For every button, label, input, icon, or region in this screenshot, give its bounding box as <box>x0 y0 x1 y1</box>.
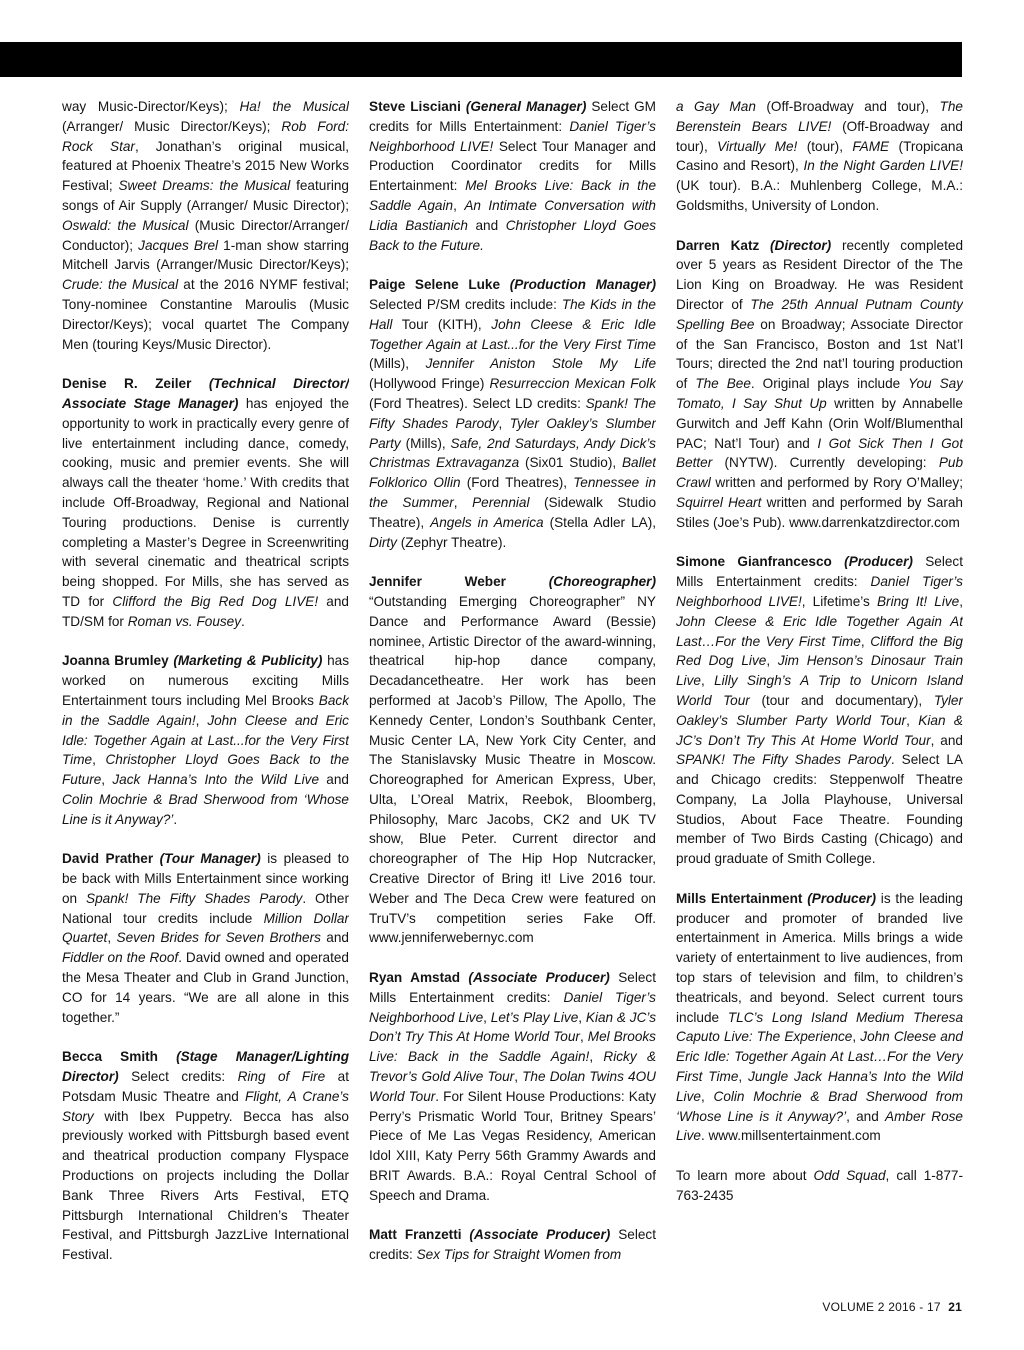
bio-name-bold: Mills Entertainment <box>676 890 808 906</box>
bio-text: , <box>579 1029 588 1045</box>
bio-text: . Select LA and Chicago credits: Steppenwolf Theatre Company, La Jolla Playhouse, Universal Studios, About Face Theatre. Founding member of Two Birds Casting (Chicago) and proud graduate of Smith College. <box>676 752 963 867</box>
bio-title-italic: Fiddler on the Roof <box>62 950 179 966</box>
bio-name-bold: Becca Smith <box>62 1049 177 1065</box>
bio-name-bold: (General Manager) <box>465 99 587 114</box>
bio-entry <box>676 236 963 533</box>
bio-entry <box>62 97 349 354</box>
bio-text: , <box>483 1009 491 1025</box>
bio-title-italic: Safe, 2nd Saturdays, Andy Dick’s Christmas Extravaganza <box>369 435 656 471</box>
bio-title-italic: Virtually Me! <box>717 138 798 154</box>
bio-title-italic: Let’s Play Live <box>490 1009 579 1025</box>
bio-text: (Off-Broadway and tour), <box>755 99 940 114</box>
bio-title-italic: Sex Tips for Straight Women from <box>416 1247 622 1263</box>
bio-title-italic: Lilly Singh’s A Trip to Unicorn Island World Tour <box>676 673 963 708</box>
bio-text: at the 2016 NYMF festival; Tony-nominee Constantine Maroulis (Music Director/Keys); vocal quartet The Company Men (touring Keys/Music Director). <box>62 277 349 352</box>
bio-title-italic: Clifford the Big Red Dog Live <box>676 633 963 669</box>
bio-name-bold: Paige Selene Luke <box>369 277 510 293</box>
bio-title-italic: The 25th Annual Putnam County Spelling Bee <box>676 296 963 332</box>
bio-name-bold: Steve Lisciani <box>369 99 466 114</box>
page-footer <box>822 1300 962 1314</box>
bio-text: with Ibex Puppetry. Becca has also previously worked with Pittsburgh based event and theatrical production company Flyspace Productions on projects including the Dollar Bank Three Rivers Arts Festival, ETQ Pittsburgh International Children’s Theater Festival, and Pittsburgh JazzLive International Festival. <box>62 1108 349 1263</box>
bio-text: , and <box>930 732 963 748</box>
bio-title-italic: Spank! The Fifty Shades Parody <box>86 890 303 906</box>
bio-text: Select credits: <box>118 1069 238 1085</box>
page-number: 21 <box>948 1300 962 1314</box>
bio-text: has enjoyed the opportunity to work in practically every genre of live entertainment including dance, comedy, cooking, music and premier events. She will always call the theater ‘home.’ With credits that include Off-Broadway, Regional and National Touring productions. Denise is currently completing a Master’s Degree in Screenwriting with several cinematic and theatrical scripts being shopped. For Mills, she has served as TD for <box>62 395 349 609</box>
column-1 <box>62 97 349 1297</box>
bio-text: (tour and documentary), <box>749 692 934 708</box>
bio-title-italic: Million Dollar Quartet <box>62 910 349 946</box>
bio-title-italic: a Gay Man <box>676 99 756 114</box>
bio-text: Tour (KITH), <box>392 316 492 332</box>
bio-text: is pleased to be back with Mills Entertainment since working on <box>62 851 349 906</box>
bio-text: , <box>738 1069 749 1085</box>
bio-title-italic: SPANK! The Fifty Shades Parody <box>676 752 891 768</box>
bio-name-bold: Denise R. Zeiler <box>62 376 209 392</box>
bio-text: and <box>319 772 349 788</box>
bio-title-italic: John Cleese and Eric Idle: Together Again at Last...for the Very First Time <box>62 712 349 768</box>
bio-title-italic: Flight, A Crane’s Story <box>62 1088 349 1124</box>
bio-title-italic: Mel Brooks Live: Back in the Saddle Again <box>369 178 656 213</box>
bio-entry <box>676 1166 963 1206</box>
bio-title-italic: Jack Hanna’s Into the Wild Live <box>112 772 320 788</box>
bio-text: 1-man show starring Mitchell Jarvis (Arranger/Music Director/Keys); <box>62 237 349 273</box>
bio-title-italic: In the Night Garden LIVE! <box>803 158 963 174</box>
bio-title-italic: Jacques Brel <box>138 237 219 253</box>
bio-title-italic: Christopher Lloyd Goes Back to the Future. <box>369 217 656 253</box>
bio-title-italic: Oswald: the Musical <box>62 217 189 233</box>
bio-text: way Music-Director/Keys); <box>62 99 240 114</box>
bio-name-bold: (Production Manager) <box>509 277 656 293</box>
bio-title-italic: You Say Tomato, I Say Shut Up <box>676 376 963 411</box>
bio-text: , Jonathan’s original musical, featured at Phoenix Theatre’s 2015 New Works Festival; <box>62 138 349 194</box>
column-3 <box>676 97 963 1297</box>
bio-entry <box>62 849 349 1027</box>
bio-title-italic: Back in the Saddle Again! <box>62 692 349 728</box>
bio-text: To learn more about <box>676 1168 814 1184</box>
bio-title-italic: Ring of Fire <box>237 1069 326 1085</box>
bio-title-italic: I Got Sick Then I Got Better <box>676 435 963 471</box>
bio-title-italic: Tyler Oakley’s Slumber Party World Tour <box>676 692 963 728</box>
bio-title-italic: Rob Ford: Rock Star <box>62 118 349 154</box>
bio-text: Select Tour Manager and Production Coordinator credits for Mills Entertainment: <box>369 138 656 194</box>
bio-text: (Ford Theatres), <box>460 475 574 491</box>
bio-text: , <box>766 653 778 669</box>
bio-entry <box>369 572 656 948</box>
bio-title-italic: Mel Brooks Live: Back in the Saddle Again! <box>369 1029 656 1065</box>
bio-title-italic: Seven Brides for Seven Brothers <box>116 930 321 946</box>
bio-title-italic: Jungle Jack Hanna’s Into the Wild Live <box>676 1069 963 1104</box>
bio-name-bold: Simone Gianfrancesco <box>676 554 845 570</box>
bio-title-italic: The Bee <box>695 376 751 392</box>
bio-title-italic: Tyler Oakley’s Slumber Party <box>369 415 656 451</box>
bio-title-italic: John Cleese and Eric Idle: Together Again At Last…For the Very First Time <box>676 1029 963 1085</box>
bio-title-italic: TLC’s Long Island Medium Theresa Caputo Live: The Experience <box>676 1009 963 1045</box>
bio-text: (Stella Adler LA), <box>543 514 656 530</box>
bio-text: recently completed over 5 years as Resident Director of the The Lion King on Broadway. He was Resident Director of <box>676 237 963 312</box>
bio-text: , <box>959 593 963 609</box>
bio-text: . Original plays include <box>750 376 909 392</box>
bio-text: Select Mills Entertainment credits: <box>676 554 963 590</box>
bio-name-bold: Jennifer Weber <box>369 574 549 590</box>
bio-text: (Hollywood Fringe) <box>369 376 490 392</box>
bio-entry <box>369 275 656 552</box>
bio-title-italic: Bring It! Live <box>876 593 960 609</box>
column-2 <box>369 97 656 1297</box>
bio-text: at Potsdam Music Theatre and <box>62 1069 349 1104</box>
bio-text: , <box>852 1029 861 1045</box>
bio-title-italic: Colin Mochrie & Brad Sherwood from ‘Whose Line is it Anyway?’ <box>676 1088 963 1124</box>
volume-label: VOLUME 2 2016 - 17 <box>822 1300 941 1314</box>
bio-text: , <box>700 1088 714 1104</box>
bio-text: (Off-Broadway and tour), <box>676 118 963 154</box>
bio-text: Select credits: <box>369 1227 656 1263</box>
bio-title-italic: Daniel Tiger’s Neighborhood LIVE! <box>369 118 656 154</box>
bio-text: , <box>195 712 208 728</box>
bio-title-italic: Kian & JC’s Don’t Try This At Home World Tour <box>369 1009 656 1045</box>
bio-title-italic: Angels in America <box>430 514 544 530</box>
bio-name-bold: (Technical Director/ Associate Stage Manager) <box>62 376 349 411</box>
bio-text: , <box>453 494 473 510</box>
bio-text: Select Mills Entertainment credits: <box>369 970 656 1005</box>
bio-entry <box>676 97 963 216</box>
bio-name-bold: (Associate Producer) <box>469 1227 611 1243</box>
bio-text: , <box>906 712 919 728</box>
bio-text: , <box>101 772 113 788</box>
bio-title-italic: The Berenstein Bears LIVE! <box>676 99 963 134</box>
bio-name-bold: (Tour Manager) <box>159 851 261 867</box>
bio-name-bold: Joanna Brumley <box>62 653 174 669</box>
bio-entry <box>676 889 963 1146</box>
bio-text: (Sidewalk Studio Theatre), <box>369 494 656 530</box>
bio-title-italic: Ha! the Musical <box>239 99 349 114</box>
bio-text: , and <box>846 1108 886 1124</box>
bio-text: (Six01 Studio), <box>519 455 622 471</box>
bio-entry <box>369 1225 656 1265</box>
bio-name-bold: (Producer) <box>807 890 876 906</box>
bio-title-italic: Resurreccion Mexican Folk <box>489 376 656 392</box>
header-bar <box>0 42 962 77</box>
bio-title-italic: Dirty <box>369 534 397 550</box>
bio-text: featuring songs of Air Supply (Arranger/ Music Director); <box>62 178 349 213</box>
bio-title-italic: An Intimate Conversation with Lidia Bastianich <box>369 197 656 233</box>
bio-text: . www.millsentertainment.com <box>700 1128 881 1144</box>
bio-text: on Broadway; Associate Director of the San Francisco, Boston and 1st Nat’l Tours; directed the 2nd nat’l touring production of <box>676 316 963 392</box>
bio-title-italic: The Dolan Twins 4OU World Tour <box>369 1069 656 1104</box>
bio-columns <box>62 97 962 1297</box>
bio-title-italic: Colin Mochrie & Brad Sherwood from ‘Whose Line is it Anyway?’ <box>62 791 349 827</box>
bio-text: (NYTW). Currently developing: <box>712 455 939 471</box>
bio-text: and TD/SM for <box>62 593 349 629</box>
bio-text: , call 1-877-763-2435 <box>676 1168 963 1203</box>
bio-text: Selected P/SM credits include: <box>369 296 562 312</box>
bio-text: , <box>453 197 465 213</box>
bio-text: is the leading producer and promoter of branded live entertainment in America. Mills brings a wide variety of entertainment to live audiences, from top stars of television and film, to children’s theatricals, and beyond. Select current tours include <box>676 890 963 1025</box>
bio-name-bold: (Associate Producer) <box>468 970 610 986</box>
bio-title-italic: Jim Henson’s Dinosaur Train Live <box>676 653 963 689</box>
bio-text: . Other National tour credits include <box>62 890 349 926</box>
bio-title-italic: Amber Rose Live <box>676 1108 963 1144</box>
bio-title-italic: The Kids in the Hall <box>369 296 656 332</box>
bio-title-italic: John Cleese & Eric Idle Together Again at Last...for the Very First Time <box>369 316 656 352</box>
bio-name-bold: (Producer) <box>844 554 913 570</box>
bio-title-italic: Ricky & Trevor’s Gold Alive Tour <box>369 1049 656 1085</box>
bio-name-bold: Matt Franzetti <box>369 1227 470 1243</box>
bio-text: , Lifetime’s <box>801 593 877 609</box>
bio-text: “Outstanding Emerging Choreographer” NY Dance and Performance Award (Bessie) nominee, Artistic Director of the award-winning, theatrical hip-hop dance company, Decadancetheatre. Her work has been performed at Jacob’s Pillow, The Apollo, The Kennedy Center, London’s Southbank Center, Music Center LA, New York City Center, and The Stanislavsky Music Theatre in Moscow. Choreographed for American Express, Uber, Ulta, L’Oreal Matrix, Reebok, Bloomberg, Philosophy, Marc Jacobs, CK2 and UK TV show, Blue Peter. Current director and choreographer of The Hip Hop Nutcracker, Creative Director of Bring it! Live 2016 tour. Weber and The Deca Crew were featured on TruTV’s competition series Fake Off. www.jenniferwebernyc.com <box>369 593 656 946</box>
bio-title-italic: Spank! The Fifty Shades Parody <box>369 395 656 431</box>
bio-text: written and performed by Rory O’Malley; <box>710 475 963 491</box>
bio-text: (Mills), <box>400 435 451 451</box>
bio-text: . <box>241 613 245 629</box>
bio-title-italic: Pub Crawl <box>676 455 963 491</box>
bio-title-italic: Ballet Folklorico Ollin <box>369 455 656 491</box>
bio-title-italic: Squirrel Heart <box>676 494 762 510</box>
bio-title-italic: John Cleese & Eric Idle Together Again At Last…For the Very First Time <box>676 613 963 649</box>
bio-name-bold: (Stage Manager/Lighting Director) <box>62 1049 349 1085</box>
bio-name-bold: (Marketing & Publicity) <box>173 653 323 669</box>
bio-text: , <box>514 1069 523 1085</box>
bio-entry <box>62 374 349 631</box>
bio-title-italic: Perennial <box>472 494 530 510</box>
bio-text: , <box>92 752 106 768</box>
bio-entry <box>369 968 656 1206</box>
bio-text: (Music Director/Arranger/ Conductor); <box>62 217 349 253</box>
bio-name-bold: (Director) <box>770 237 832 253</box>
bio-text: (Mills), <box>369 356 426 372</box>
bio-title-italic: Sweet Dreams: the Musical <box>118 178 291 194</box>
bio-title-italic: Daniel Tiger’s Neighborhood LIVE! <box>676 574 963 609</box>
bio-text: . <box>173 811 178 827</box>
bio-text: (Arranger/ Music Director/Keys); <box>62 118 282 134</box>
bio-entry <box>62 651 349 829</box>
bio-entry <box>62 1047 349 1265</box>
bio-title-italic: Roman vs. Fousey <box>127 613 242 629</box>
bio-text: and <box>467 217 506 233</box>
bio-text: , <box>589 1049 604 1065</box>
bio-title-italic: Crude: the Musical <box>62 277 179 293</box>
bio-name-bold: Darren Katz <box>676 237 771 253</box>
bio-title-italic: Clifford the Big Red Dog LIVE! <box>112 593 319 609</box>
bio-entry <box>369 97 656 255</box>
bio-name-bold: Ryan Amstad <box>369 970 469 986</box>
bio-text: (Ford Theatres). Select LD credits: <box>369 395 586 411</box>
bio-title-italic: Daniel Tiger’s Neighborhood Live <box>369 989 656 1025</box>
bio-text: . For Silent House Productions: Katy Perry’s Prismatic World Tour, Britney Spears’ Piece of Me Las Vegas Residency, American Idol XIII, Katy Perry 56th Grammy Awards and BRIT Awards. B.A.: Royal Central School of Speech and Drama. <box>369 1088 656 1203</box>
bio-title-italic: Tennessee in the Summer <box>369 475 656 510</box>
bio-title-italic: FAME <box>852 138 890 154</box>
bio-text: written by Annabelle Gurwitch and Jeff Kahn (Orin Wolf/Blumenthal PAC; Nat’l Tour) and <box>676 395 963 451</box>
bio-text: , <box>700 673 715 689</box>
bio-text: , <box>860 633 871 649</box>
bio-name-bold: David Prather <box>62 851 160 867</box>
bio-text: , <box>107 930 117 946</box>
bio-title-italic: Jennifer Aniston Stole My Life <box>425 356 656 372</box>
bio-text: has worked on numerous exciting Mills Entertainment tours including Mel Brooks <box>62 653 349 708</box>
bio-entry <box>676 552 963 869</box>
bio-title-italic: Christopher Lloyd Goes Back to the Future <box>62 752 349 788</box>
bio-text: , <box>498 415 510 431</box>
bio-text: (Tropicana Casino and Resort), <box>676 138 963 174</box>
bio-title-italic: Kian & JC’s Don’t Try This At Home World Tour <box>676 712 963 748</box>
bio-name-bold: (Choreographer) <box>548 574 656 590</box>
bio-text: (UK tour). B.A.: Muhlenberg College, M.A.: Goldsmiths, University of London. <box>676 178 963 213</box>
bio-text: . David owned and operated the Mesa Theater and Club in Grand Junction, CO for 14 years. “We are all alone in this together.” <box>62 950 349 1025</box>
bio-text: (tour), <box>797 138 853 154</box>
bio-text: written and performed by Sarah Stiles (Joe’s Pub). www.darrenkatzdirector.com <box>676 494 963 530</box>
bio-title-italic: Odd Squad <box>813 1168 886 1184</box>
bio-text: (Zephyr Theatre). <box>396 534 507 550</box>
bio-text: and <box>320 930 349 946</box>
bio-text: , <box>578 1009 586 1025</box>
bio-text: Select GM credits for Mills Entertainment: <box>369 99 656 134</box>
